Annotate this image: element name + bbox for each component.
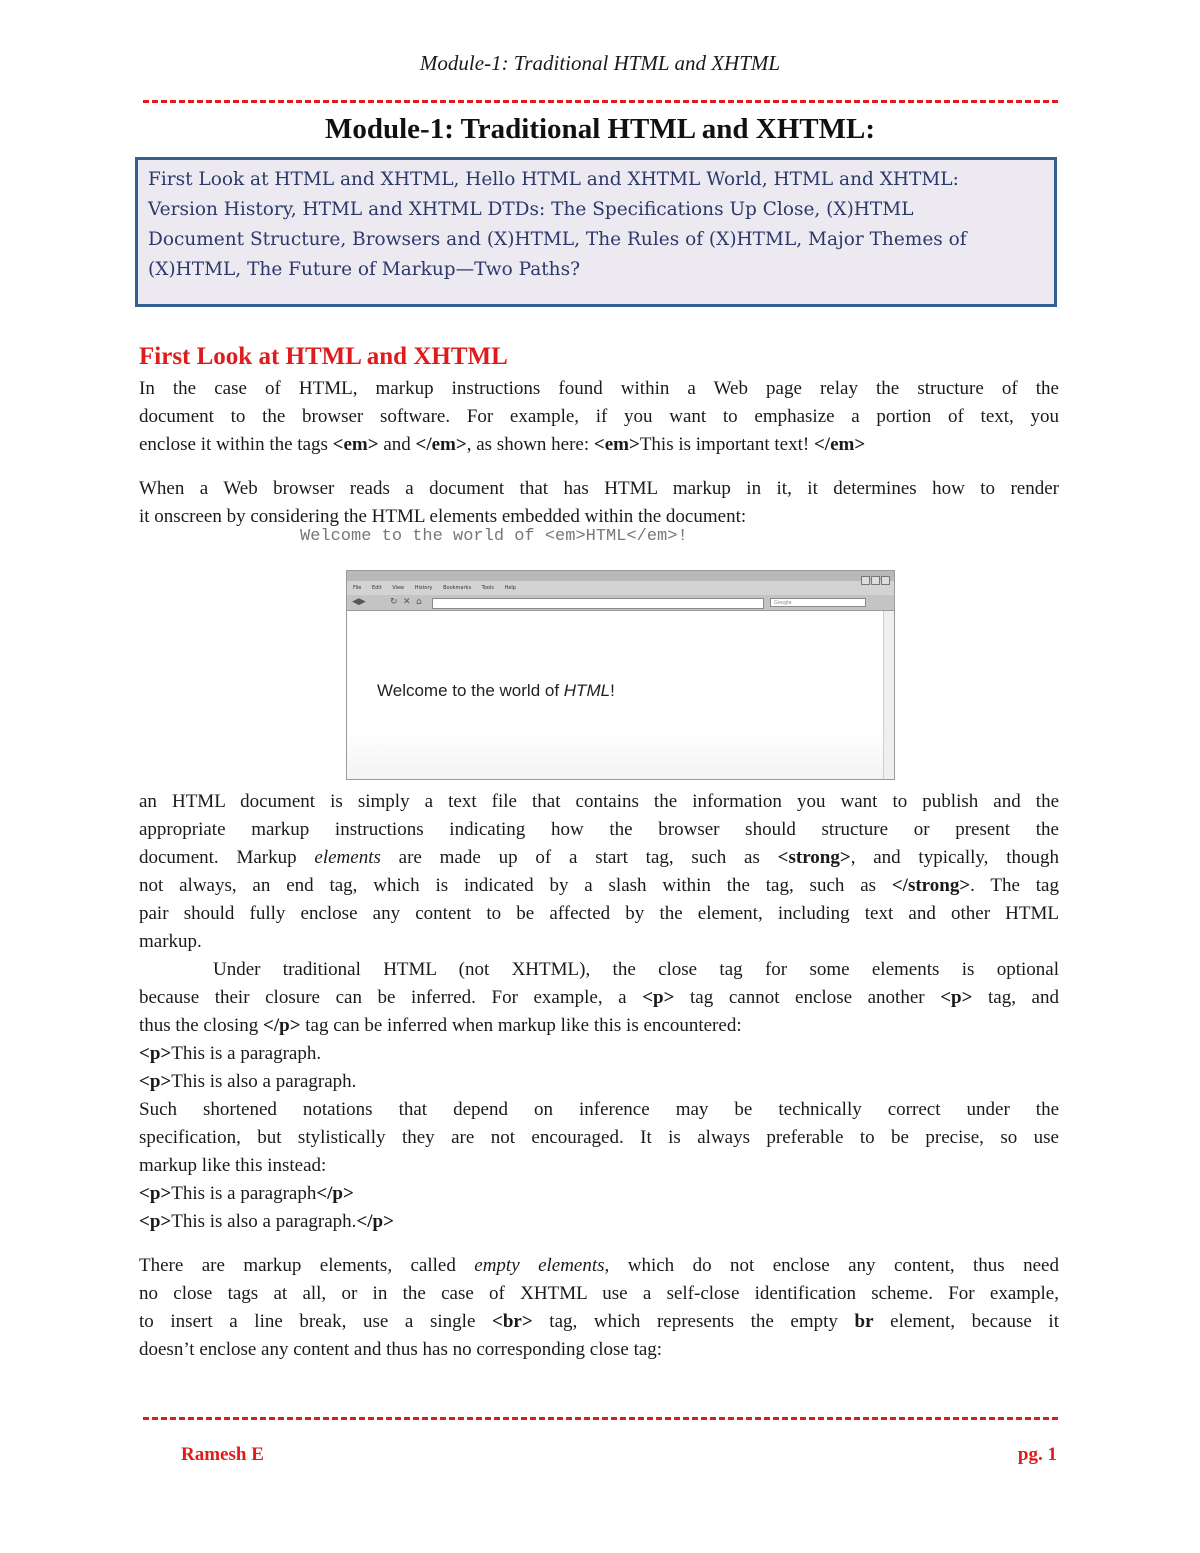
text-line: In the case of HTML, markup instructions found within a Web page relay the structure of the <box>139 378 1059 399</box>
header-divider <box>143 100 1058 103</box>
tag-em-close: </em> <box>415 434 467 455</box>
reload-icon: ↻ <box>390 597 398 607</box>
code-example-line <box>139 1068 1059 1096</box>
topics-box <box>135 157 1057 307</box>
menu-item: Tools <box>481 585 494 591</box>
text-run: tag cannot enclose another <box>674 987 941 1008</box>
text-line: document to the browser software. For example, if you want to emphasize a portion of text, you <box>139 406 1059 427</box>
element-name: br <box>854 1311 874 1332</box>
menu-item: Edit <box>371 585 382 591</box>
topics-line: (X)HTML, The Future of Markup—Two Paths? <box>148 259 581 280</box>
text-run: This is important text! <box>639 434 814 455</box>
tag-p: <p> <box>139 1071 172 1092</box>
text-line: doesn’t enclose any content and thus has no corresponding close tag: <box>139 1339 663 1360</box>
tag-p-close: </p> <box>316 1183 354 1204</box>
text-line <box>139 1308 1059 1336</box>
menu-item: History <box>414 585 433 591</box>
address-bar <box>432 598 764 609</box>
maximize-icon <box>871 576 880 585</box>
text-line: Under traditional HTML (not XHTML), the close tag for some elements is optional <box>213 959 1059 980</box>
menu-item: Help <box>504 585 516 591</box>
section-heading: First Look at HTML and XHTML <box>139 343 508 370</box>
paragraph-3 <box>139 788 1059 956</box>
code-example-line <box>139 1040 1059 1068</box>
stop-icon: ✕ <box>403 597 411 607</box>
text-run: enclose it within the tags <box>139 434 333 455</box>
text-line: pair should fully enclose any content to be affected by the element, including text and other HTML <box>139 903 1059 924</box>
text-line: no close tags at all, or in the case of XHTML use a self-close identification scheme. For example, <box>139 1283 1059 1304</box>
browser-toolbar <box>347 595 894 611</box>
text-line: an HTML document is simply a text file that contains the information you want to publish and the <box>139 791 1059 812</box>
scrollbar <box>883 611 894 779</box>
text-run: and <box>378 434 416 455</box>
back-forward-icon: ◀▶ <box>352 597 366 607</box>
text-line <box>139 872 1059 900</box>
text-line <box>139 1012 1059 1040</box>
footer-divider <box>143 1417 1058 1420</box>
text-run: are made up of a start tag, such as <box>380 847 778 868</box>
emphasized-text: empty elements <box>474 1255 605 1276</box>
tag-p-close: </p> <box>263 1015 301 1036</box>
text-run: There are markup elements, called <box>139 1255 475 1276</box>
topics-line: First Look at HTML and XHTML, Hello HTML and XHTML World, HTML and XHTML: <box>148 169 959 190</box>
menu-item: Bookmarks <box>443 585 472 591</box>
emphasized-text: HTML <box>563 681 611 700</box>
text-run: This is a paragraph. <box>171 1043 322 1064</box>
tag-p: <p> <box>139 1211 172 1232</box>
text-run: because their closure can be inferred. For example, a <box>139 987 643 1008</box>
text-run: ! <box>610 681 615 700</box>
tag-p: <p> <box>642 987 675 1008</box>
text-run: . The tag <box>970 875 1059 896</box>
footer-author: Ramesh E <box>181 1444 264 1465</box>
page-number: pg. 1 <box>1017 1444 1057 1465</box>
text-run: This is also a paragraph. <box>171 1211 357 1232</box>
text-run: thus the closing <box>139 1015 264 1036</box>
close-icon <box>881 576 890 585</box>
text-run: , which do not enclose any content, thus need <box>604 1255 1059 1276</box>
paragraph-6 <box>139 1252 1059 1364</box>
tag-strong-open: <strong> <box>777 847 851 868</box>
tag-p: <p> <box>139 1043 172 1064</box>
text-run: to insert a line break, use a single <box>139 1311 493 1332</box>
text-run: Welcome to the world of <box>377 681 564 700</box>
text-run: tag can be inferred when markup like this is encountered: <box>300 1015 742 1036</box>
rendered-welcome-text <box>377 681 615 701</box>
text-line <box>139 844 1059 872</box>
text-line: When a Web browser reads a document that has HTML markup in it, it determines how to render <box>139 478 1059 499</box>
text-run: , as shown here: <box>466 434 594 455</box>
emphasized-text: elements <box>314 847 381 868</box>
text-run: element, because it <box>873 1311 1059 1332</box>
code-example-line <box>139 1208 1059 1236</box>
text-line: Such shortened notations that depend on inference may be technically correct under the <box>139 1099 1059 1120</box>
text-line: appropriate markup instructions indicating how the browser should structure or present the <box>139 819 1059 840</box>
text-run: document. Markup <box>139 847 315 868</box>
page-title: Module-1: Traditional HTML and XHTML: <box>325 113 875 145</box>
paragraph-1 <box>139 375 1059 459</box>
tag-em-close: </em> <box>813 434 866 455</box>
menu-item: View <box>392 585 405 591</box>
browser-content <box>347 611 894 779</box>
text-line: specification, but stylistically they are not encouraged. It is always preferable to be precise, so use <box>139 1127 1059 1148</box>
text-run: not always, an end tag, which is indicated by a slash within the tag, such as <box>139 875 892 896</box>
home-icon: ⌂ <box>416 597 422 607</box>
browser-menubar <box>347 581 894 595</box>
minimize-icon <box>861 576 870 585</box>
text-line <box>139 984 1059 1012</box>
search-bar: Google <box>770 598 866 607</box>
text-run: This is also a paragraph. <box>171 1071 357 1092</box>
tag-br: <br> <box>492 1311 533 1332</box>
tag-em-open: <em> <box>593 434 640 455</box>
text-line: it onscreen by considering the HTML elements embedded within the document: <box>139 506 747 527</box>
text-line: markup. <box>139 931 202 952</box>
tag-em-open: <em> <box>332 434 379 455</box>
paragraph-2 <box>139 475 1059 531</box>
tag-p: <p> <box>940 987 973 1008</box>
text-line <box>139 431 1059 459</box>
text-run: , and typically, though <box>850 847 1059 868</box>
topics-line: Version History, HTML and XHTML DTDs: The Specifications Up Close, (X)HTML <box>148 199 914 220</box>
browser-titlebar <box>347 571 894 581</box>
text-line <box>139 1252 1059 1280</box>
running-header: Module-1: Traditional HTML and XHTML <box>419 51 781 75</box>
text-run: tag, and <box>972 987 1059 1008</box>
topics-line: Document Structure, Browsers and (X)HTML, The Rules of (X)HTML, Major Themes of <box>148 229 967 250</box>
menu-item: File <box>353 585 362 591</box>
paragraph-4 <box>139 956 1059 1236</box>
text-line: markup like this instead: <box>139 1155 327 1176</box>
tag-strong-close: </strong> <box>891 875 971 896</box>
text-run: tag, which represents the empty <box>532 1311 855 1332</box>
browser-screenshot <box>346 570 895 780</box>
code-example-line <box>139 1180 1059 1208</box>
figure-code-caption: Welcome to the world of <em>HTML</em>! <box>300 527 688 546</box>
tag-p-close: </p> <box>356 1211 394 1232</box>
text-run: This is a paragraph <box>171 1183 317 1204</box>
tag-p: <p> <box>139 1183 172 1204</box>
